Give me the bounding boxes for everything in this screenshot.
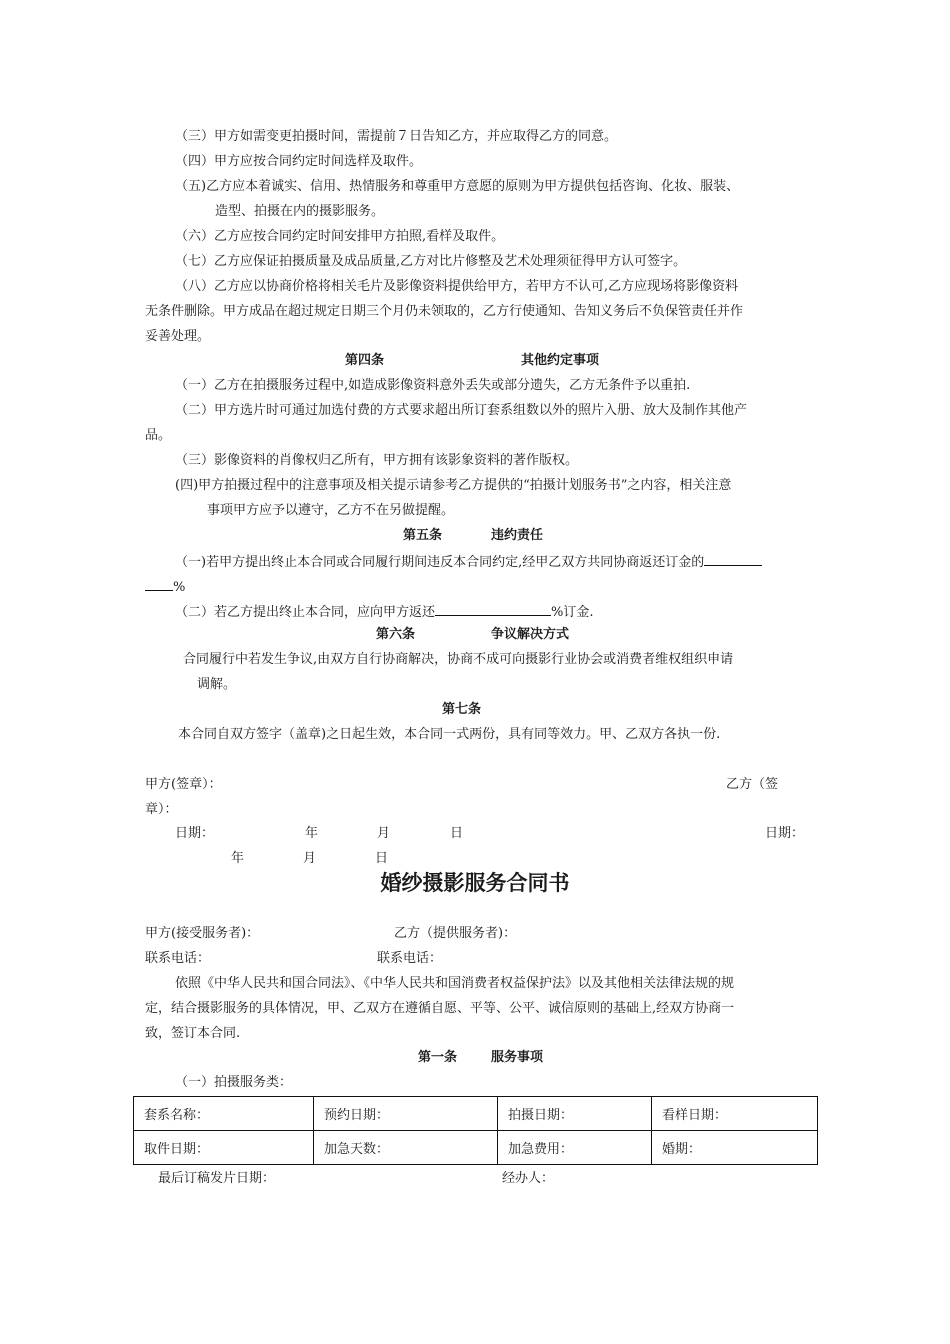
art3-item5-line1: （五)乙方应本着诚实、信用、热情服务和尊重甲方意愿的原则为甲方提供包括咨询、化妆、服装、 bbox=[175, 179, 740, 194]
art5-item1-percent: % bbox=[173, 580, 186, 595]
refund-percent-blank[interactable] bbox=[704, 552, 762, 566]
refund-percent-blank-cont[interactable] bbox=[145, 577, 173, 591]
contract-title: 婚纱摄影服务合同书 bbox=[380, 871, 570, 895]
art3-item3: （三）甲方如需变更拍摄时间，需提前７日告知乙方，并应取得乙方的同意。 bbox=[175, 129, 618, 144]
art6-text-line2: 调解。 bbox=[197, 677, 237, 692]
art5-item1-text: （一)若甲方提出终止本合同或合同履行期间违反本合同约定,经甲乙双方共同协商返还订金的 bbox=[175, 555, 705, 570]
provider-phone-label: 联系电话： bbox=[377, 951, 443, 966]
art3-item8-line2: 无条件删除。甲方成品在超过规定日期三个月仍未领取的，乙方行使通知、告知义务后不负保管责任并作 bbox=[145, 304, 744, 319]
table-cell[interactable]: 拍摄日期： bbox=[498, 1097, 652, 1131]
intro-line2: 定，结合摄影服务的具体情况，甲、乙双方在遵循自愿、平等、公平、诚信原则的基础上,经双方协商一 bbox=[145, 1001, 735, 1016]
last-release-date-label: 最后订稿发片日期： bbox=[158, 1171, 276, 1186]
art3-item8-line1: （八）乙方应以协商价格将相关毛片及影像资料提供给甲方，若甲方不认可,乙方应现场将影像资料 bbox=[175, 279, 739, 294]
date-a-day: 日 bbox=[450, 826, 464, 841]
client-label: 甲方(接受服务者)： bbox=[145, 926, 260, 941]
art7-number: 第七条 bbox=[442, 702, 482, 717]
table-cell[interactable]: 加急天数： bbox=[314, 1131, 498, 1165]
art5-item2-text: （二）若乙方提出终止本合同，应向甲方返还 bbox=[175, 605, 436, 620]
art1-number: 第一条 bbox=[418, 1050, 458, 1065]
table-cell[interactable]: 看样日期： bbox=[652, 1097, 818, 1131]
art6-text-line1: 合同履行中若发生争议,由双方自行协商解决，协商不成可向摄影行业协会或消费者维权组织申请 bbox=[183, 652, 734, 667]
art4-item3: （三）影像资料的肖像权归乙所有，甲方拥有该影象资料的著作版权。 bbox=[175, 453, 579, 468]
service-table bbox=[133, 1096, 818, 1165]
table-cell[interactable]: 套系名称： bbox=[134, 1097, 314, 1131]
date-a-month: 月 bbox=[377, 826, 391, 841]
client-phone-label: 联系电话： bbox=[145, 951, 211, 966]
handler-label: 经办人： bbox=[502, 1171, 555, 1186]
date-b-year: 年 bbox=[231, 851, 245, 866]
art5-title: 违约责任 bbox=[491, 528, 544, 543]
date-a-label: 日期： bbox=[175, 826, 215, 841]
intro-line1: 依照《中华人民共和国合同法》、《中华人民共和国消费者权益保护法》以及其他相关法律法规的规 bbox=[175, 976, 735, 991]
art4-title: 其他约定事项 bbox=[521, 353, 600, 368]
art4-item2-line2: 品。 bbox=[145, 428, 172, 443]
art5-item1-line1 bbox=[175, 552, 762, 572]
date-b-label: 日期： bbox=[765, 826, 805, 841]
art3-item7: （七）乙方应保证拍摄质量及成品质量,乙方对比片修整及艺术处理须征得甲方认可签字。 bbox=[175, 254, 687, 269]
art7-text: 本合同自双方签字（盖章)之日起生效，本合同一式两份，具有同等效力。甲、乙双方各执一份. bbox=[178, 727, 721, 742]
art1-title: 服务事项 bbox=[491, 1050, 544, 1065]
art4-number: 第四条 bbox=[345, 353, 385, 368]
art4-item1: （一）乙方在拍摄服务过程中,如造成影像资料意外丢失或部分遗失，乙方无条件予以重拍. bbox=[175, 378, 691, 393]
date-a-year: 年 bbox=[305, 826, 319, 841]
art4-item2-line1: （二）甲方选片时可通过加选付费的方式要求超出所订套系组数以外的照片入册、放大及制作其他产 bbox=[175, 403, 748, 418]
art4-item4-line2: 事项甲方应予以遵守，乙方不在另做提醒。 bbox=[207, 503, 455, 518]
art3-item4: （四）甲方应按合同约定时间选样及取件。 bbox=[175, 154, 423, 169]
provider-label: 乙方（提供服务者)： bbox=[394, 926, 517, 941]
party-b-signature-label-cont: 章）： bbox=[145, 802, 178, 817]
party-b-signature-label: 乙方（签 bbox=[726, 777, 779, 792]
intro-line3: 致，签订本合同. bbox=[145, 1026, 241, 1041]
art5-number: 第五条 bbox=[403, 528, 443, 543]
art3-item5-line2: 造型、拍摄在内的摄影服务。 bbox=[215, 204, 385, 219]
art5-item2 bbox=[175, 602, 594, 622]
art5-item2-suffix: %订金. bbox=[551, 605, 594, 620]
table-cell[interactable]: 婚期： bbox=[652, 1131, 818, 1165]
party-a-signature-label: 甲方(签章）： bbox=[145, 777, 222, 792]
date-b-month: 月 bbox=[303, 851, 317, 866]
table-cell[interactable]: 加急费用： bbox=[498, 1131, 652, 1165]
art1-item1: （一）拍摄服务类： bbox=[175, 1075, 293, 1090]
art3-item8-line3: 妥善处理。 bbox=[145, 329, 211, 344]
art6-number: 第六条 bbox=[376, 627, 416, 642]
art5-item1-line2 bbox=[145, 577, 185, 597]
date-b-day: 日 bbox=[375, 851, 389, 866]
art3-item6: （六）乙方应按合同约定时间安排甲方拍照,看样及取件。 bbox=[175, 229, 505, 244]
table-row bbox=[134, 1097, 818, 1131]
deposit-percent-blank[interactable] bbox=[435, 602, 551, 616]
table-cell[interactable]: 取件日期： bbox=[134, 1131, 314, 1165]
art6-title: 争议解决方式 bbox=[491, 627, 570, 642]
table-cell[interactable]: 预约日期： bbox=[314, 1097, 498, 1131]
table-row bbox=[134, 1131, 818, 1165]
art4-item4-line1: (四)甲方拍摄过程中的注意事项及相关提示请参考乙方提供的“拍摄计划服务书”之内容，相关注意 bbox=[175, 478, 732, 493]
